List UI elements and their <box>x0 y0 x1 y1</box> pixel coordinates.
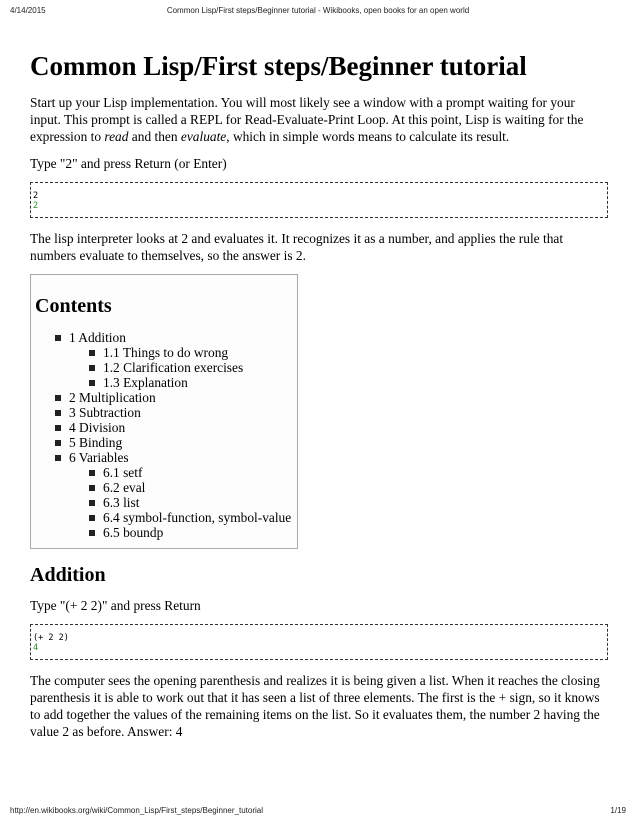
toc-link[interactable]: 1 Addition <box>69 330 126 345</box>
addition-explanation: The computer sees the opening parenthesis and realizes it is being given a list. When it reaches the closing parenthesis it is able to work out that it has seen a list of three elements. The first is the + sign, so it knows to add together the values of the remaining items on the list. So it evaluates them, the number 2 having the value 2 as before. Answer: 4 <box>30 673 600 739</box>
explain-2-paragraph: The lisp interpreter looks at 2 and evaluates it. It recognizes it as a number, and applies the rule that numbers evaluate to themselves, so the answer is 2. <box>30 231 564 263</box>
toc-link[interactable]: 4 Division <box>69 420 126 435</box>
bullet-icon <box>89 500 95 506</box>
toc-subitem <box>103 465 297 480</box>
toc-link[interactable]: 1.2 Clarification exercises <box>103 360 244 375</box>
bullet-icon <box>55 455 61 461</box>
code-block-2 <box>30 182 608 218</box>
bullet-icon <box>89 365 95 371</box>
toc-subitem <box>103 360 297 375</box>
toc-item <box>69 450 297 540</box>
code-output: 2 <box>33 201 39 211</box>
table-of-contents <box>30 274 298 549</box>
bullet-icon <box>89 350 95 356</box>
code-input: 2 <box>33 191 39 201</box>
bullet-icon <box>55 335 61 341</box>
toc-item <box>69 435 297 450</box>
toc-link[interactable]: 1.3 Explanation <box>103 375 188 390</box>
page-url: http://en.wikibooks.org/wiki/Common_Lisp/First_steps/Beginner_tutorial <box>10 806 264 815</box>
print-page-title: Common Lisp/First steps/Beginner tutorial - Wikibooks, open books for an open world <box>166 6 470 15</box>
toc-link[interactable]: 5 Binding <box>69 435 123 450</box>
toc-link[interactable]: 6.5 boundp <box>103 525 164 540</box>
bullet-icon <box>89 515 95 521</box>
bullet-icon <box>55 410 61 416</box>
toc-subitem <box>103 495 297 510</box>
toc-subitem <box>103 480 297 495</box>
type-addition-instruction: Type "(+ 2 2)" and press Return <box>30 598 201 613</box>
print-header <box>10 6 626 20</box>
toc-item <box>69 405 297 420</box>
toc-sublist <box>69 345 297 390</box>
toc-title: Contents <box>35 295 112 317</box>
toc-subitem <box>103 375 297 390</box>
bullet-icon <box>89 380 95 386</box>
code-output: 4 <box>33 643 39 653</box>
toc-item <box>69 330 297 390</box>
read-emphasis: read <box>104 129 129 144</box>
toc-sublist <box>69 465 297 540</box>
print-date: 4/14/2015 <box>10 6 46 15</box>
page-number: 1/19 <box>610 806 626 815</box>
toc-subitem <box>103 525 297 540</box>
code-input: (+ 2 2) <box>33 633 69 643</box>
toc-link[interactable]: 6.1 setf <box>103 465 143 480</box>
toc-list <box>35 330 297 540</box>
addition-heading: Addition <box>30 564 106 586</box>
intro-paragraph: Start up your Lisp implementation. You will most likely see a window with a prompt waiting for your input. This prompt is called a REPL for Read-Evaluate-Print Loop. At this point, Lisp is waiting for the expression to read and then evaluate, which in simple words means to calculate its result. <box>30 95 584 144</box>
bullet-icon <box>55 440 61 446</box>
code-block-addition <box>30 624 608 660</box>
toc-link[interactable]: 6.3 list <box>103 495 140 510</box>
bullet-icon <box>55 395 61 401</box>
toc-link[interactable]: 6.4 symbol-function, symbol-value <box>103 510 292 525</box>
toc-link[interactable]: 6.2 eval <box>103 480 146 495</box>
bullet-icon <box>89 530 95 536</box>
toc-item <box>69 420 297 435</box>
toc-link[interactable]: 1.1 Things to do wrong <box>103 345 229 360</box>
article-title: Common Lisp/First steps/Beginner tutorial <box>30 51 527 81</box>
type-2-instruction: Type "2" and press Return (or Enter) <box>30 156 227 171</box>
bullet-icon <box>55 425 61 431</box>
toc-link[interactable]: 2 Multiplication <box>69 390 156 405</box>
evaluate-emphasis: evaluate <box>180 129 227 144</box>
toc-item <box>69 390 297 405</box>
bullet-icon <box>89 485 95 491</box>
toc-link[interactable]: 3 Subtraction <box>69 405 141 420</box>
toc-subitem <box>103 345 297 360</box>
article-content <box>30 38 608 750</box>
toc-link[interactable]: 6 Variables <box>69 450 129 465</box>
bullet-icon <box>89 470 95 476</box>
toc-subitem <box>103 510 297 525</box>
